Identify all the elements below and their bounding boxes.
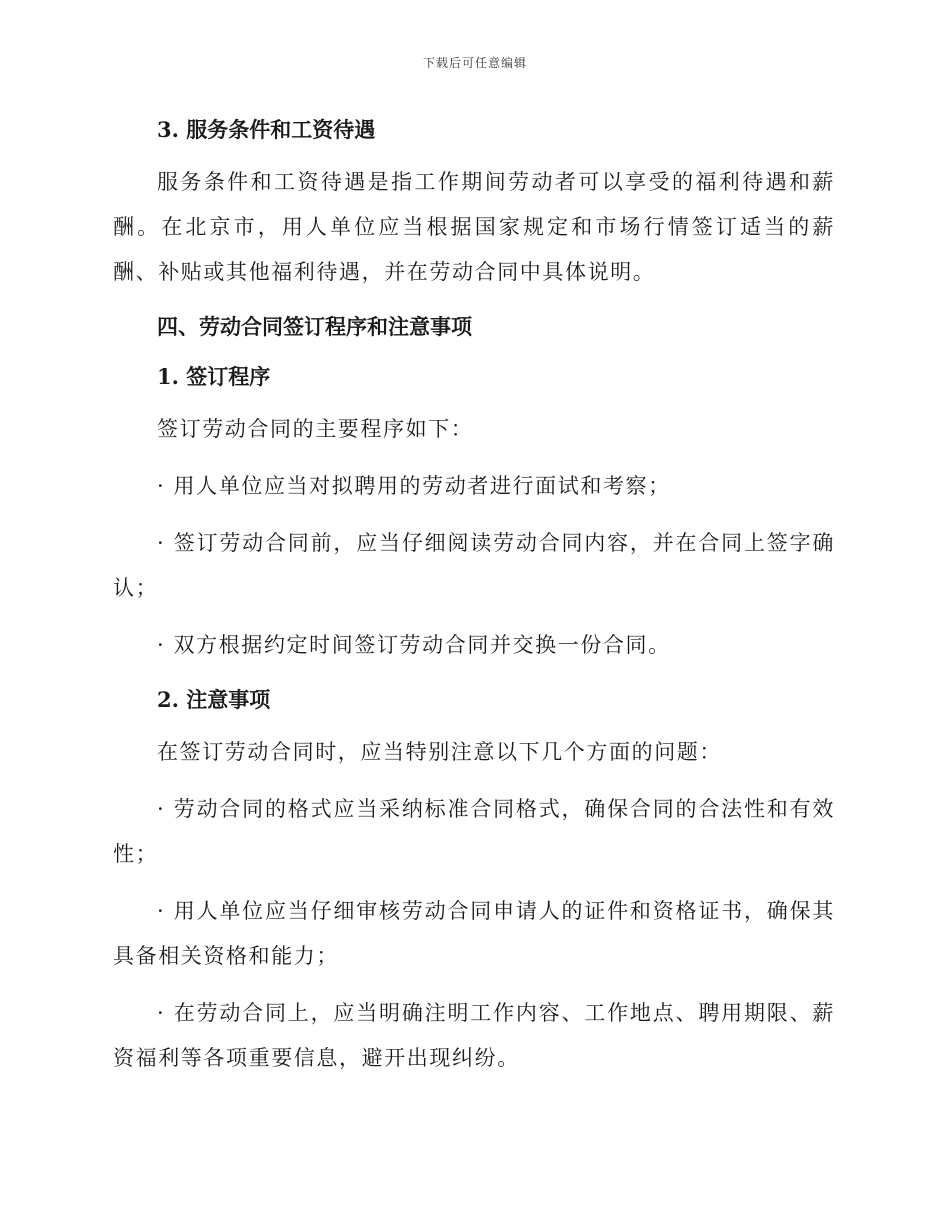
section-3-heading: 3. 服务条件和工资待遇	[157, 117, 376, 142]
subsection-1-intro: 签订劳动合同的主要程序如下：	[157, 417, 474, 441]
section-3-paragraph: 服务条件和工资待遇是指工作期间劳动者可以享受的福利待遇和薪酬。在北京市，用人单位应当根据国家规定和市场行情签订适当的薪酬、补贴或其他福利待遇，并在劳动合同中具体说明。	[113, 170, 835, 284]
page-header-note: 下载后可任意编辑	[422, 56, 527, 70]
part-4-heading: 四、劳动合同签订程序和注意事项	[157, 314, 472, 339]
list-item: · 签订劳动合同前，应当仔细阅读劳动合同内容，并在合同上签字确认；	[113, 531, 835, 600]
list-item: · 用人单位应当对拟聘用的劳动者进行面试和考察；	[157, 474, 671, 498]
document-body	[113, 112, 835, 1081]
list-item: · 双方根据约定时间签订劳动合同并交换一份合同。	[157, 633, 671, 657]
subsection-2-intro: 在签订劳动合同时，应当特别注意以下几个方面的问题：	[157, 740, 722, 764]
subsection-2-heading: 2. 注意事项	[157, 687, 271, 712]
list-item: · 用人单位应当仔细审核劳动合同申请人的证件和资格证书，确保其具备相关资格和能力；	[113, 899, 835, 968]
list-item: · 劳动合同的格式应当采纳标准合同格式，确保合同的合法性和有效性；	[113, 797, 835, 866]
subsection-1-heading: 1. 签订程序	[157, 364, 271, 389]
list-item: · 在劳动合同上，应当明确注明工作内容、工作地点、聘用期限、薪资福利等各项重要信息，避开出现纠纷。	[113, 1001, 835, 1070]
